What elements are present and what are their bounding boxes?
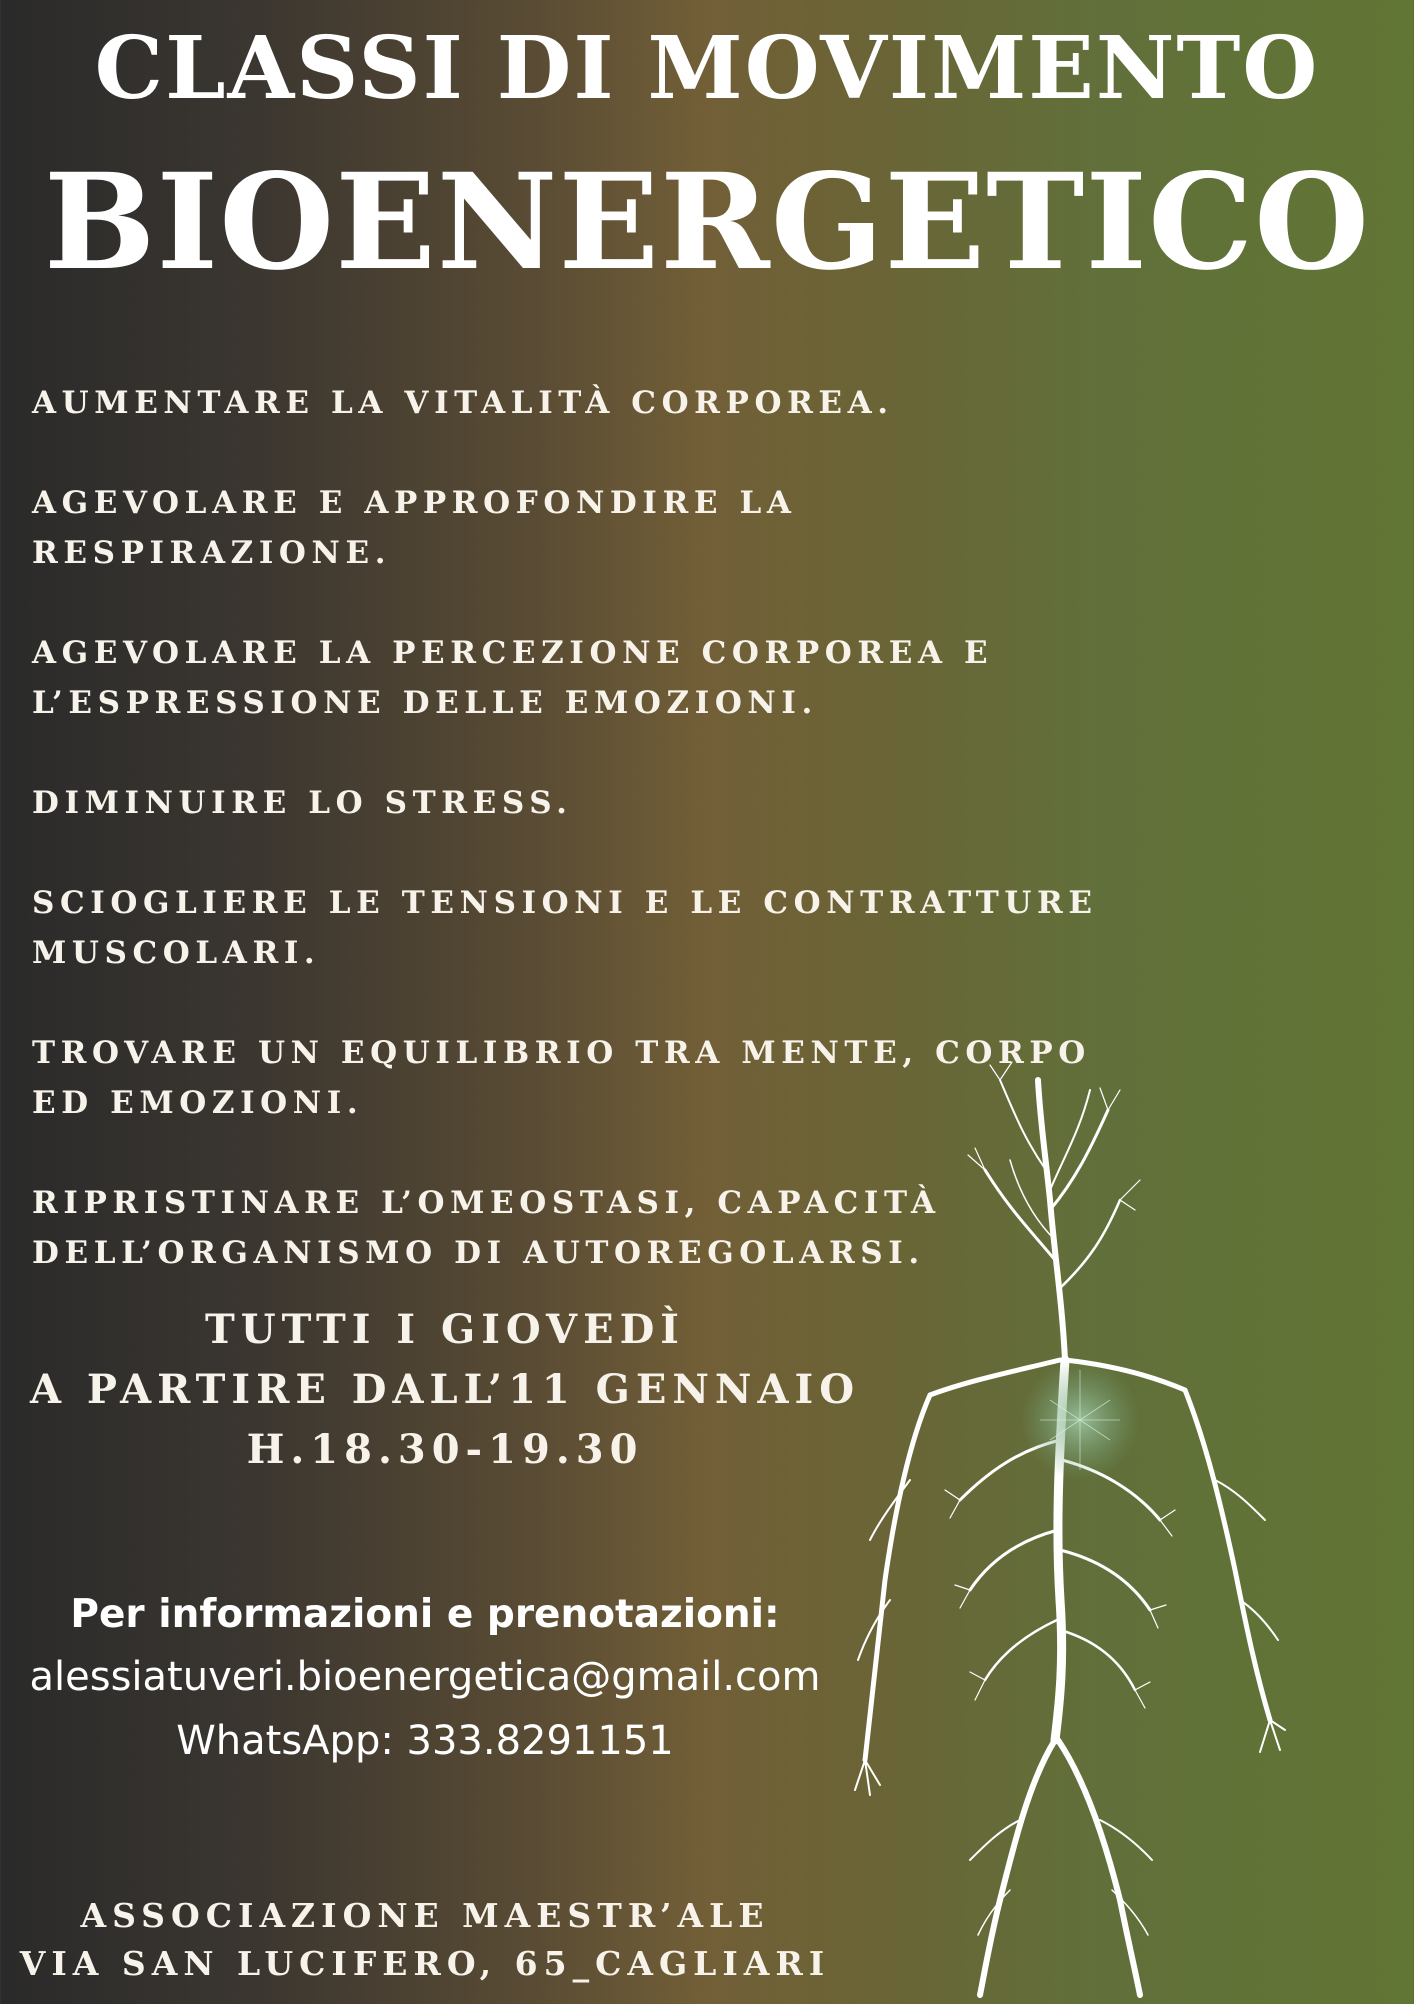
title-line-1: CLASSI DI MOVIMENTO bbox=[94, 18, 1320, 119]
benefit-item: TROVARE UN EQUILIBRIO TRA MENTE, CORPO ED EMOZIONI. bbox=[32, 1035, 1091, 1121]
benefit-item: AGEVOLARE LA PERCEZIONE CORPOREA E L’ESPRESSIONE DELLE EMOZIONI. bbox=[32, 635, 994, 721]
benefit-item: DIMINUIRE LO STRESS. bbox=[32, 785, 573, 821]
contact-heading: Per informazioni e prenotazioni: bbox=[70, 1592, 780, 1637]
association-address: VIA SAN LUCIFERO, 65_CAGLIARI bbox=[19, 1944, 831, 1983]
title-line-2: BIOENERGETICO bbox=[43, 145, 1371, 300]
benefit-item: RIPRISTINARE L’OMEOSTASI, CAPACITÀ DELL’ORGANISMO DI AUTOREGOLARSI. bbox=[32, 1185, 941, 1271]
contact-block bbox=[0, 1585, 850, 1773]
schedule-day: TUTTI I GIOVEDÌ bbox=[205, 1306, 685, 1353]
schedule-start: A PARTIRE DALL’11 GENNAIO bbox=[29, 1366, 861, 1413]
schedule-time: H.18.30-19.30 bbox=[246, 1426, 644, 1473]
association-block bbox=[10, 1892, 840, 1988]
benefit-item: AUMENTARE LA VITALITÀ CORPOREA. bbox=[32, 385, 894, 421]
benefit-item: SCIOGLIERE LE TENSIONI E LE CONTRATTURE MUSCOLARI. bbox=[32, 885, 1098, 971]
contact-email[interactable]: alessiatuveri.bioenergetica@gmail.com bbox=[29, 1654, 821, 1700]
contact-whatsapp[interactable]: WhatsApp: 333.8291151 bbox=[176, 1718, 674, 1764]
benefit-item: AGEVOLARE E APPROFONDIRE LA RESPIRAZIONE. bbox=[32, 485, 797, 571]
association-name: ASSOCIAZIONE MAESTR’ALE bbox=[80, 1896, 770, 1935]
schedule bbox=[20, 1300, 870, 1480]
tree-body-figure-icon bbox=[850, 1060, 1290, 2004]
